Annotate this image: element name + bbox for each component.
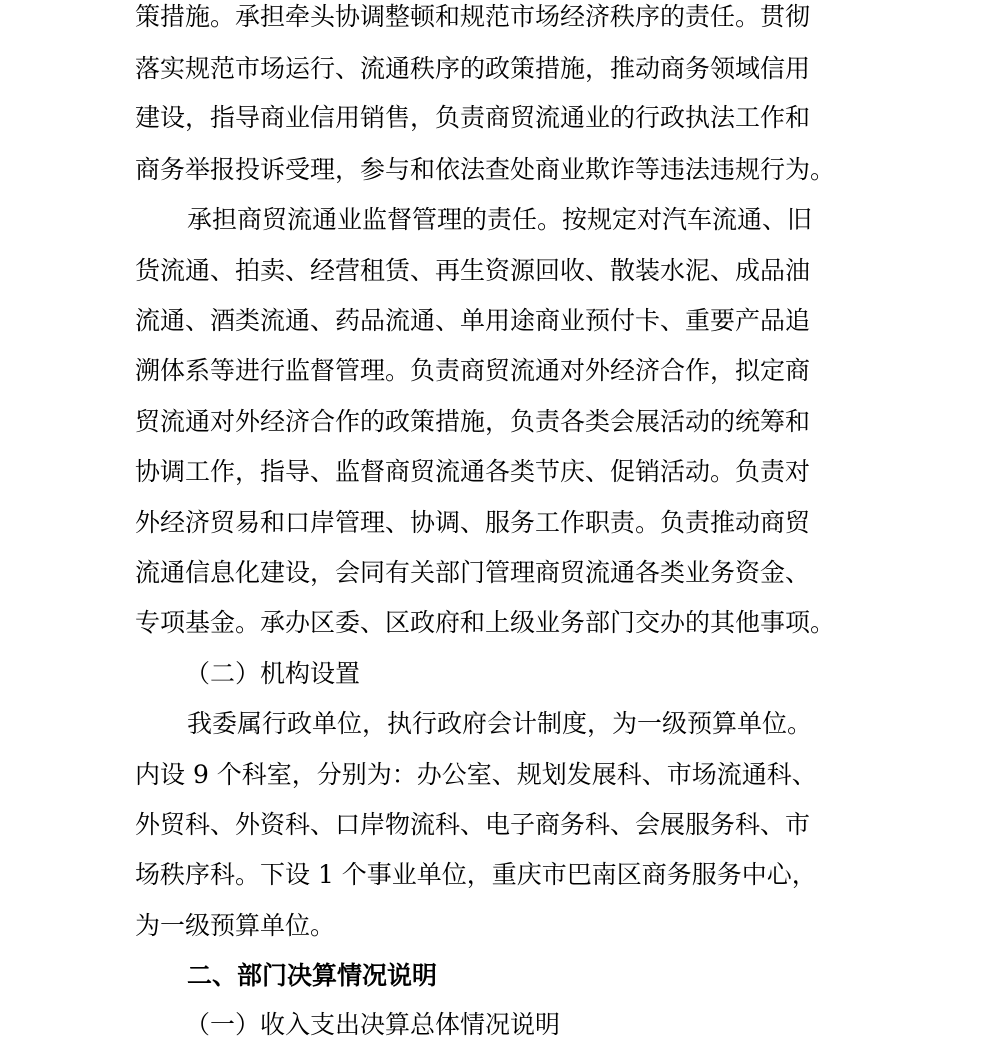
body-line: 内设 9 个科室，分别为：办公室、规划发展科、市场流通科、 <box>135 760 817 789</box>
body-line: 外贸科、外资科、口岸物流科、电子商务科、会展服务科、市 <box>135 810 811 839</box>
body-line: 货流通、拍卖、经营租赁、再生资源回收、散装水泥、成品油 <box>135 256 811 285</box>
body-line: 专项基金。承办区委、区政府和上级业务部门交办的其他事项。 <box>135 608 836 637</box>
body-line: 外经济贸易和口岸管理、协调、服务工作职责。负责推动商贸 <box>135 508 811 537</box>
body-line: 贸流通对外经济合作的政策措施，负责各类会展活动的统筹和 <box>135 407 811 436</box>
section-heading: （二）机构设置 <box>185 659 361 688</box>
body-line: 溯体系等进行监督管理。负责商贸流通对外经济合作，拟定商 <box>135 356 811 385</box>
body-line: 商务举报投诉受理，参与和依法查处商业欺诈等违法违规行为。 <box>135 155 836 184</box>
body-line: 协调工作，指导、监督商贸流通各类节庆、促销活动。负责对 <box>135 457 811 486</box>
body-line: 落实规范市场运行、流通秩序的政策措施，推动商务领域信用 <box>135 54 811 83</box>
body-line: 流通信息化建设，会同有关部门管理商贸流通各类业务资金、 <box>135 558 811 587</box>
body-line: 为一级预算单位。 <box>135 911 336 940</box>
paragraph-first-line: 承担商贸流通业监督管理的责任。按规定对汽车流通、旧 <box>187 205 813 234</box>
subsection-heading: （一）收入支出决算总体情况说明 <box>185 1010 561 1039</box>
body-line: 策措施。承担牵头协调整顿和规范市场经济秩序的责任。贯彻 <box>135 2 811 31</box>
paragraph-first-line: 我委属行政单位，执行政府会计制度，为一级预算单位。 <box>187 709 813 738</box>
body-line: 建设，指导商业信用销售，负责商贸流通业的行政执法工作和 <box>135 103 811 132</box>
body-line: 流通、酒类流通、药品流通、单用途商业预付卡、重要产品追 <box>135 306 811 335</box>
major-heading: 二、部门决算情况说明 <box>187 961 438 990</box>
body-line: 场秩序科。下设 1 个事业单位，重庆市巴南区商务服务中心， <box>135 860 817 889</box>
